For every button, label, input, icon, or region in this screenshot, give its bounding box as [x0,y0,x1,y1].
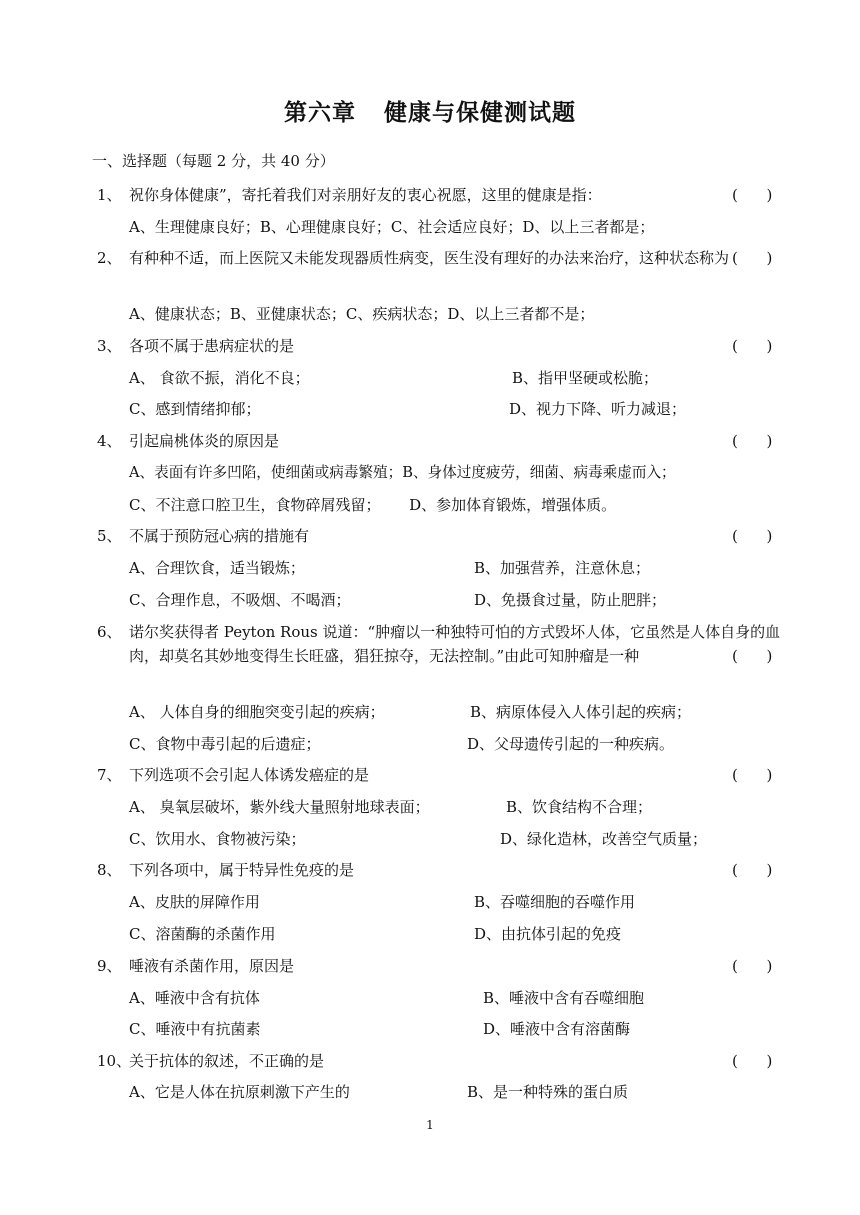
question-number: 1、 [97,186,122,204]
option-c: C、饮用水、食物被污染； [129,830,306,848]
option-b: B、吞噬细胞的吞噬作用 [474,893,636,911]
question-6 [97,620,790,668]
answer-blank[interactable]: ( ) [732,432,773,450]
option-d: D、绿化造林，改善空气质量； [500,830,708,848]
question-number: 8、 [97,861,122,879]
option-d: D、视力下降、听力减退； [509,400,687,418]
option-c: C、溶菌酶的杀菌作用 [129,925,276,943]
question-7 [97,763,790,787]
question-number: 6、 [97,623,122,641]
option-a: A、 臭氧层破坏，紫外线大量照射地球表面； [129,798,430,816]
option-b: B、是一种特殊的蛋白质 [467,1083,629,1101]
question-text: 祝你身体健康”，寄托着我们对亲朋好友的衷心祝愿，这里的健康是指： [129,186,602,204]
option-c: C、唾液中有抗菌素 [129,1020,261,1038]
option-c: C、感到情绪抑郁； [129,400,261,418]
question-3 [97,334,790,358]
question-5 [97,524,790,548]
question-text: 各项不属于患病症状的是 [129,337,295,355]
option-b: B、病原体侵入人体引起的疾病； [470,703,692,721]
answer-blank[interactable]: ( ) [732,861,773,879]
question-text: 有种种不适，而上医院又未能发现器质性病变，医生没有理好的办法来治疗，这种状态称为 [129,249,730,267]
question-text: 关于抗体的叙述，不正确的是 [129,1052,325,1070]
option-a: A、它是人体在抗原刺激下产生的 [129,1083,350,1101]
option-c: C、食物中毒引起的后遗症； [129,735,321,753]
page-number: 1 [426,1118,434,1132]
option-line: A、生理健康良好；B、心理健康良好；C、社会适应良好；D、以上三者都是； [129,218,655,236]
option-c: C、合理作息，不吸烟、不喝酒； [129,591,351,609]
question-number: 10、 [97,1052,132,1070]
question-9 [97,954,790,978]
option-line: A、表面有许多凹陷，使细菌或病毒繁殖；B、身体过度疲劳，细菌、病毒乘虚而入； [129,464,676,481]
question-number: 5、 [97,527,122,545]
title-subject: 健康与保健测试题 [384,100,576,126]
option-d: D、父母遗传引起的一种疾病。 [467,735,675,753]
question-2 [97,246,790,270]
section-heading: 一、选择题（每题 2 分，共 40 分） [92,152,335,170]
option-d: D、由抗体引起的免疫 [474,925,622,943]
answer-blank[interactable]: ( ) [732,249,773,267]
answer-blank[interactable]: ( ) [732,337,773,355]
option-b: B、加强营养，注意休息； [474,559,651,577]
question-text: 引起扁桃体炎的原因是 [129,432,280,450]
option-a: A、 人体自身的细胞突变引起的疾病； [129,703,385,721]
option-line: A、健康状态；B、亚健康状态；C、疾病状态；D、以上三者都不是； [129,305,595,323]
option-b: B、饮食结构不合理； [506,798,653,816]
answer-blank[interactable]: ( ) [732,766,773,784]
answer-blank[interactable]: ( ) [732,647,773,665]
title-chapter: 第六章 [284,100,356,126]
question-1 [97,183,790,207]
question-number: 7、 [97,766,122,784]
question-number: 2、 [97,249,122,267]
answer-blank[interactable]: ( ) [732,186,773,204]
option-a: A、 食欲不振，消化不良； [129,369,310,387]
question-number: 3、 [97,337,122,355]
question-4 [97,429,790,453]
option-d: D、唾液中含有溶菌酶 [483,1020,631,1038]
option-b: B、唾液中含有吞噬细胞 [483,989,645,1007]
option-a: A、唾液中含有抗体 [129,989,260,1007]
answer-blank[interactable]: ( ) [732,527,773,545]
answer-blank[interactable]: ( ) [732,957,773,975]
answer-blank[interactable]: ( ) [732,1052,773,1070]
question-text: 下列选项不会引起人体诱发癌症的是 [129,766,370,784]
question-10 [97,1049,790,1073]
question-number: 9、 [97,957,122,975]
option-line: C、不注意口腔卫生，食物碎屑残留； D、参加体育锻炼，增强体质。 [129,496,617,514]
question-number: 4、 [97,432,122,450]
page-title [0,94,860,127]
option-d: D、免摄食过量，防止肥胖； [474,591,667,609]
question-text: 下列各项中，属于特异性免疫的是 [129,861,355,879]
question-text: 不属于预防冠心病的措施有 [129,527,310,545]
option-b: B、指甲坚硬或松脆； [512,369,659,387]
option-a: A、皮肤的屏障作用 [129,893,260,911]
question-text: 唾液有杀菌作用，原因是 [129,957,295,975]
question-8 [97,858,790,882]
option-a: A、合理饮食，适当锻炼； [129,559,305,577]
question-text: 诺尔奖获得者 Peyton Rous 说道：“肿瘤以一种独特可怕的方式毁坏人体，它虽然是人体自身的血肉，却莫名其妙地变得生长旺盛，猖狂掠夺，无法控制。”由此可知肿瘤是一种 [129,623,781,665]
